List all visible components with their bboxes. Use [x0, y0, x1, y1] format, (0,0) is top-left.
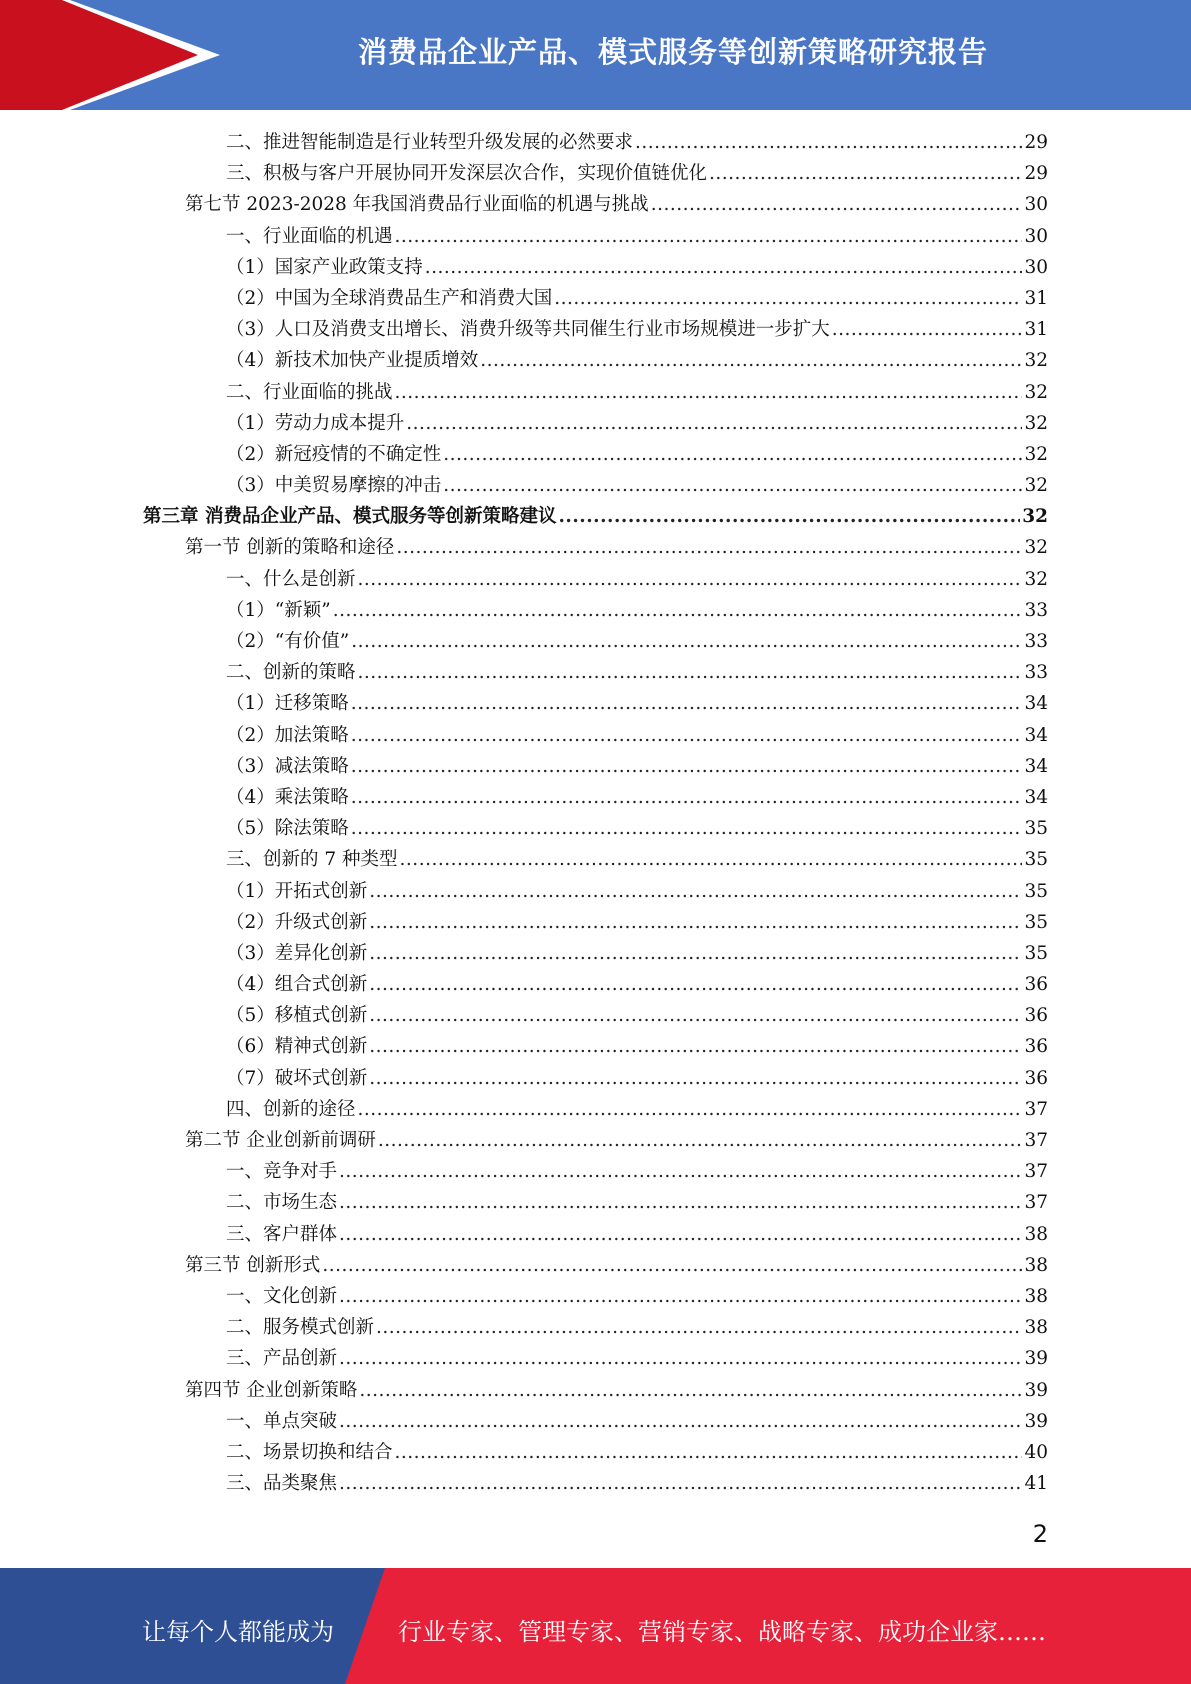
toc-leader-dots	[359, 1375, 1022, 1406]
toc-leader-dots	[351, 813, 1023, 844]
toc-entry-page: 33	[1024, 599, 1048, 621]
toc-entry-page: 32	[1024, 537, 1048, 559]
toc-entry[interactable]	[0, 1125, 1191, 1156]
toc-entry[interactable]	[0, 158, 1191, 189]
toc-leader-dots	[709, 158, 1022, 189]
toc-entry-page: 31	[1024, 319, 1048, 341]
toc-entry-page: 34	[1024, 693, 1048, 715]
toc-leader-dots	[443, 470, 1022, 501]
toc-entry-label: （3）人口及消费支出增长、消费升级等共同催生行业市场规模进一步扩大	[226, 319, 830, 341]
toc-leader-dots	[558, 501, 1020, 532]
toc-leader-dots	[395, 1437, 1023, 1468]
toc-entry[interactable]	[0, 595, 1191, 626]
toc-entry-label: 第一节 创新的策略和途径	[185, 537, 395, 559]
toc-entry-page: 31	[1024, 287, 1048, 309]
toc-entry-page: 32	[1024, 443, 1048, 465]
toc-entry-page: 39	[1024, 1348, 1048, 1370]
toc-leader-dots	[376, 1312, 1022, 1343]
toc-entry-page: 35	[1024, 911, 1048, 933]
toc-entry-page: 32	[1024, 412, 1048, 434]
toc-entry-page: 37	[1024, 1161, 1048, 1183]
toc-entry-page: 38	[1024, 1223, 1048, 1245]
toc-entry-label: （4）乘法策略	[226, 786, 349, 808]
toc-entry-label: （2）新冠疫情的不确定性	[226, 443, 442, 465]
toc-entry-label: 三、积极与客户开展协同开发深层次合作，实现价值链优化	[226, 163, 708, 185]
table-of-contents	[0, 127, 1191, 1499]
toc-entry-label: （1）国家产业政策支持	[226, 256, 423, 278]
footer-banner	[0, 1568, 1191, 1684]
toc-leader-dots	[351, 720, 1023, 751]
toc-entry[interactable]	[0, 345, 1191, 376]
page-number: 2	[1032, 1520, 1048, 1548]
toc-entry-label: （4）组合式创新	[226, 974, 368, 996]
toc-entry[interactable]	[0, 1094, 1191, 1125]
toc-entry[interactable]	[0, 938, 1191, 969]
toc-leader-dots	[339, 1281, 1022, 1312]
toc-leader-dots	[339, 1156, 1022, 1187]
toc-leader-dots	[369, 969, 1022, 1000]
toc-entry-label: （1）劳动力成本提升	[226, 412, 405, 434]
toc-leader-dots	[369, 1000, 1022, 1031]
toc-entry[interactable]	[0, 1312, 1191, 1343]
toc-entry-label: 一、行业面临的机遇	[226, 225, 393, 247]
toc-entry-page: 29	[1024, 132, 1048, 153]
toc-entry[interactable]	[0, 564, 1191, 595]
toc-entry-label: （2）中国为全球消费品生产和消费大国	[226, 287, 553, 309]
toc-leader-dots	[351, 751, 1023, 782]
footer-blue-slant	[345, 1568, 385, 1684]
toc-leader-dots	[480, 345, 1022, 376]
toc-entry-page: 33	[1024, 631, 1048, 652]
toc-leader-dots	[333, 595, 1023, 626]
toc-entry-label: 二、场景切换和结合	[226, 1441, 393, 1463]
toc-entry-page: 37	[1024, 1130, 1048, 1151]
toc-entry-label: （5）移植式创新	[226, 1005, 368, 1027]
toc-entry-label: （7）破坏式创新	[226, 1067, 368, 1089]
toc-entry-page: 39	[1024, 1379, 1048, 1401]
toc-entry-label: （3）减法策略	[226, 755, 349, 777]
toc-leader-dots	[369, 1063, 1022, 1094]
toc-entry-page: 30	[1024, 256, 1048, 278]
toc-leader-dots	[369, 907, 1022, 938]
toc-entry-label: 三、创新的 7 种类型	[226, 849, 398, 871]
toc-entry[interactable]	[0, 1468, 1191, 1499]
toc-leader-dots	[635, 127, 1022, 158]
toc-entry-page: 38	[1024, 1254, 1048, 1276]
toc-entry[interactable]	[0, 1187, 1191, 1218]
toc-entry-label: 二、创新的策略	[226, 662, 356, 684]
toc-leader-dots	[378, 1125, 1023, 1156]
toc-entry-page: 34	[1024, 786, 1048, 808]
toc-entry[interactable]	[0, 470, 1191, 501]
toc-entry-label: 第七节 2023-2028 年我国消费品行业面临的机遇与挑战	[185, 194, 649, 216]
toc-entry[interactable]	[0, 1343, 1191, 1374]
toc-leader-dots	[425, 252, 1023, 283]
toc-entry-page: 34	[1024, 755, 1048, 777]
toc-entry-label: （4）新技术加快产业提质增效	[226, 350, 479, 372]
toc-entry-page: 32	[1024, 350, 1048, 372]
toc-entry-label: （2）加法策略	[226, 724, 349, 746]
toc-entry[interactable]	[0, 314, 1191, 345]
toc-entry-label: 四、创新的途径	[226, 1098, 356, 1120]
toc-entry[interactable]	[0, 813, 1191, 844]
toc-entry-label: 一、竞争对手	[226, 1161, 338, 1183]
toc-entry[interactable]	[0, 626, 1191, 657]
toc-leader-dots	[369, 1031, 1022, 1062]
toc-leader-dots	[339, 1406, 1022, 1437]
toc-entry[interactable]	[0, 688, 1191, 719]
toc-entry[interactable]	[0, 532, 1191, 563]
toc-entry-page: 36	[1024, 1067, 1048, 1089]
toc-leader-dots	[443, 439, 1022, 470]
toc-entry-page: 36	[1024, 1036, 1048, 1058]
footer-slogan-left: 让每个人都能成为	[142, 1618, 334, 1646]
toc-leader-dots	[358, 564, 1023, 595]
toc-entry-label: 第三章 消费品企业产品、模式服务等创新策略建议	[143, 506, 557, 528]
toc-entry-label: 三、产品创新	[226, 1348, 338, 1370]
toc-entry-page: 30	[1024, 225, 1048, 247]
toc-entry[interactable]	[0, 1000, 1191, 1031]
toc-leader-dots	[351, 626, 1022, 657]
header-banner	[0, 0, 1191, 110]
toc-leader-dots	[832, 314, 1023, 345]
toc-leader-dots	[351, 782, 1023, 813]
toc-entry-page: 35	[1024, 818, 1048, 840]
toc-entry-label: 二、市场生态	[226, 1192, 338, 1214]
toc-entry[interactable]	[0, 876, 1191, 907]
toc-entry-label: 一、单点突破	[226, 1410, 338, 1432]
toc-leader-dots	[339, 1219, 1022, 1250]
toc-leader-dots	[651, 189, 1023, 220]
toc-entry-page: 29	[1024, 163, 1048, 185]
toc-entry-page: 40	[1024, 1441, 1048, 1463]
toc-entry-label: （1）迁移策略	[226, 693, 349, 715]
toc-leader-dots	[395, 221, 1023, 252]
toc-entry-page: 36	[1024, 974, 1048, 996]
toc-entry-label: （2）“有价值”	[226, 631, 350, 652]
toc-entry-page: 32	[1024, 475, 1048, 497]
toc-entry-label: （1）“新颖”	[226, 599, 331, 621]
toc-entry[interactable]	[0, 1406, 1191, 1437]
toc-entry-label: （5）除法策略	[226, 818, 349, 840]
toc-entry-page: 35	[1024, 849, 1048, 871]
toc-leader-dots	[396, 532, 1022, 563]
toc-leader-dots	[369, 938, 1022, 969]
toc-entry[interactable]	[0, 283, 1191, 314]
toc-entry-page: 32	[1024, 381, 1048, 403]
toc-leader-dots	[400, 844, 1023, 875]
toc-entry[interactable]	[0, 1063, 1191, 1094]
toc-entry[interactable]	[0, 1156, 1191, 1187]
toc-entry[interactable]	[0, 252, 1191, 283]
toc-entry-label: 第四节 企业创新策略	[185, 1379, 358, 1401]
toc-entry-page: 37	[1024, 1098, 1048, 1120]
toc-entry-label: 一、文化创新	[226, 1285, 338, 1307]
toc-entry-page: 37	[1024, 1192, 1048, 1214]
toc-entry[interactable]	[0, 189, 1191, 220]
toc-entry-label: 二、推进智能制造是行业转型升级发展的必然要求	[226, 132, 634, 153]
toc-entry-page: 38	[1024, 1317, 1048, 1339]
toc-entry-page: 41	[1024, 1473, 1048, 1495]
toc-entry[interactable]	[0, 720, 1191, 751]
toc-leader-dots	[395, 377, 1023, 408]
toc-entry[interactable]	[0, 1031, 1191, 1062]
toc-entry-page: 39	[1024, 1410, 1048, 1432]
toc-leader-dots	[358, 657, 1023, 688]
toc-entry[interactable]	[0, 1219, 1191, 1250]
toc-entry-label: 二、行业面临的挑战	[226, 381, 393, 403]
toc-leader-dots	[339, 1468, 1022, 1499]
toc-leader-dots	[339, 1187, 1022, 1218]
toc-leader-dots	[322, 1250, 1022, 1281]
toc-entry-label: 第三节 创新形式	[185, 1254, 321, 1276]
toc-entry[interactable]	[0, 127, 1191, 158]
toc-entry[interactable]	[0, 751, 1191, 782]
toc-entry[interactable]	[0, 221, 1191, 252]
toc-entry[interactable]	[0, 1250, 1191, 1281]
toc-entry[interactable]	[0, 439, 1191, 470]
toc-leader-dots	[406, 408, 1022, 439]
toc-entry-label: （1）开拓式创新	[226, 880, 368, 902]
toc-leader-dots	[369, 876, 1022, 907]
toc-leader-dots	[339, 1343, 1022, 1374]
toc-entry[interactable]	[0, 408, 1191, 439]
toc-entry-label: （6）精神式创新	[226, 1036, 368, 1058]
toc-entry-label: 三、客户群体	[226, 1223, 338, 1245]
toc-entry-label: 三、品类聚焦	[226, 1473, 338, 1495]
toc-leader-dots	[358, 1094, 1023, 1125]
toc-entry[interactable]	[0, 907, 1191, 938]
toc-leader-dots	[554, 283, 1022, 314]
toc-entry-label: 第二节 企业创新前调研	[185, 1130, 376, 1151]
toc-entry-page: 36	[1024, 1005, 1048, 1027]
toc-entry-label: 二、服务模式创新	[226, 1317, 375, 1339]
toc-entry[interactable]	[0, 782, 1191, 813]
toc-entry-label: （3）差异化创新	[226, 942, 368, 964]
toc-entry-page: 34	[1024, 724, 1048, 746]
toc-entry-page: 30	[1024, 194, 1048, 216]
toc-entry[interactable]	[0, 1437, 1191, 1468]
toc-entry[interactable]	[0, 1375, 1191, 1406]
toc-entry-label: 一、什么是创新	[226, 568, 356, 590]
toc-entry-page: 35	[1024, 880, 1048, 902]
toc-entry-page: 35	[1024, 942, 1048, 964]
report-title: 消费品企业产品、模式服务等创新策略研究报告	[357, 35, 988, 69]
toc-entry[interactable]	[0, 844, 1191, 875]
toc-entry-label: （3）中美贸易摩擦的冲击	[226, 475, 442, 497]
footer-slogan-right: 行业专家、管理专家、营销专家、战略专家、成功企业家……	[398, 1618, 1046, 1646]
toc-entry-page: 32	[1024, 568, 1048, 590]
toc-entry[interactable]	[0, 377, 1191, 408]
toc-entry-page: 32	[1022, 506, 1048, 528]
toc-entry[interactable]	[0, 501, 1191, 532]
toc-entry-label: （2）升级式创新	[226, 911, 368, 933]
toc-entry-page: 38	[1024, 1285, 1048, 1307]
toc-entry-page: 33	[1024, 662, 1048, 684]
header-red-block	[0, 0, 62, 110]
toc-entry[interactable]	[0, 1281, 1191, 1312]
toc-leader-dots	[351, 688, 1023, 719]
toc-entry[interactable]	[0, 657, 1191, 688]
toc-entry[interactable]	[0, 969, 1191, 1000]
